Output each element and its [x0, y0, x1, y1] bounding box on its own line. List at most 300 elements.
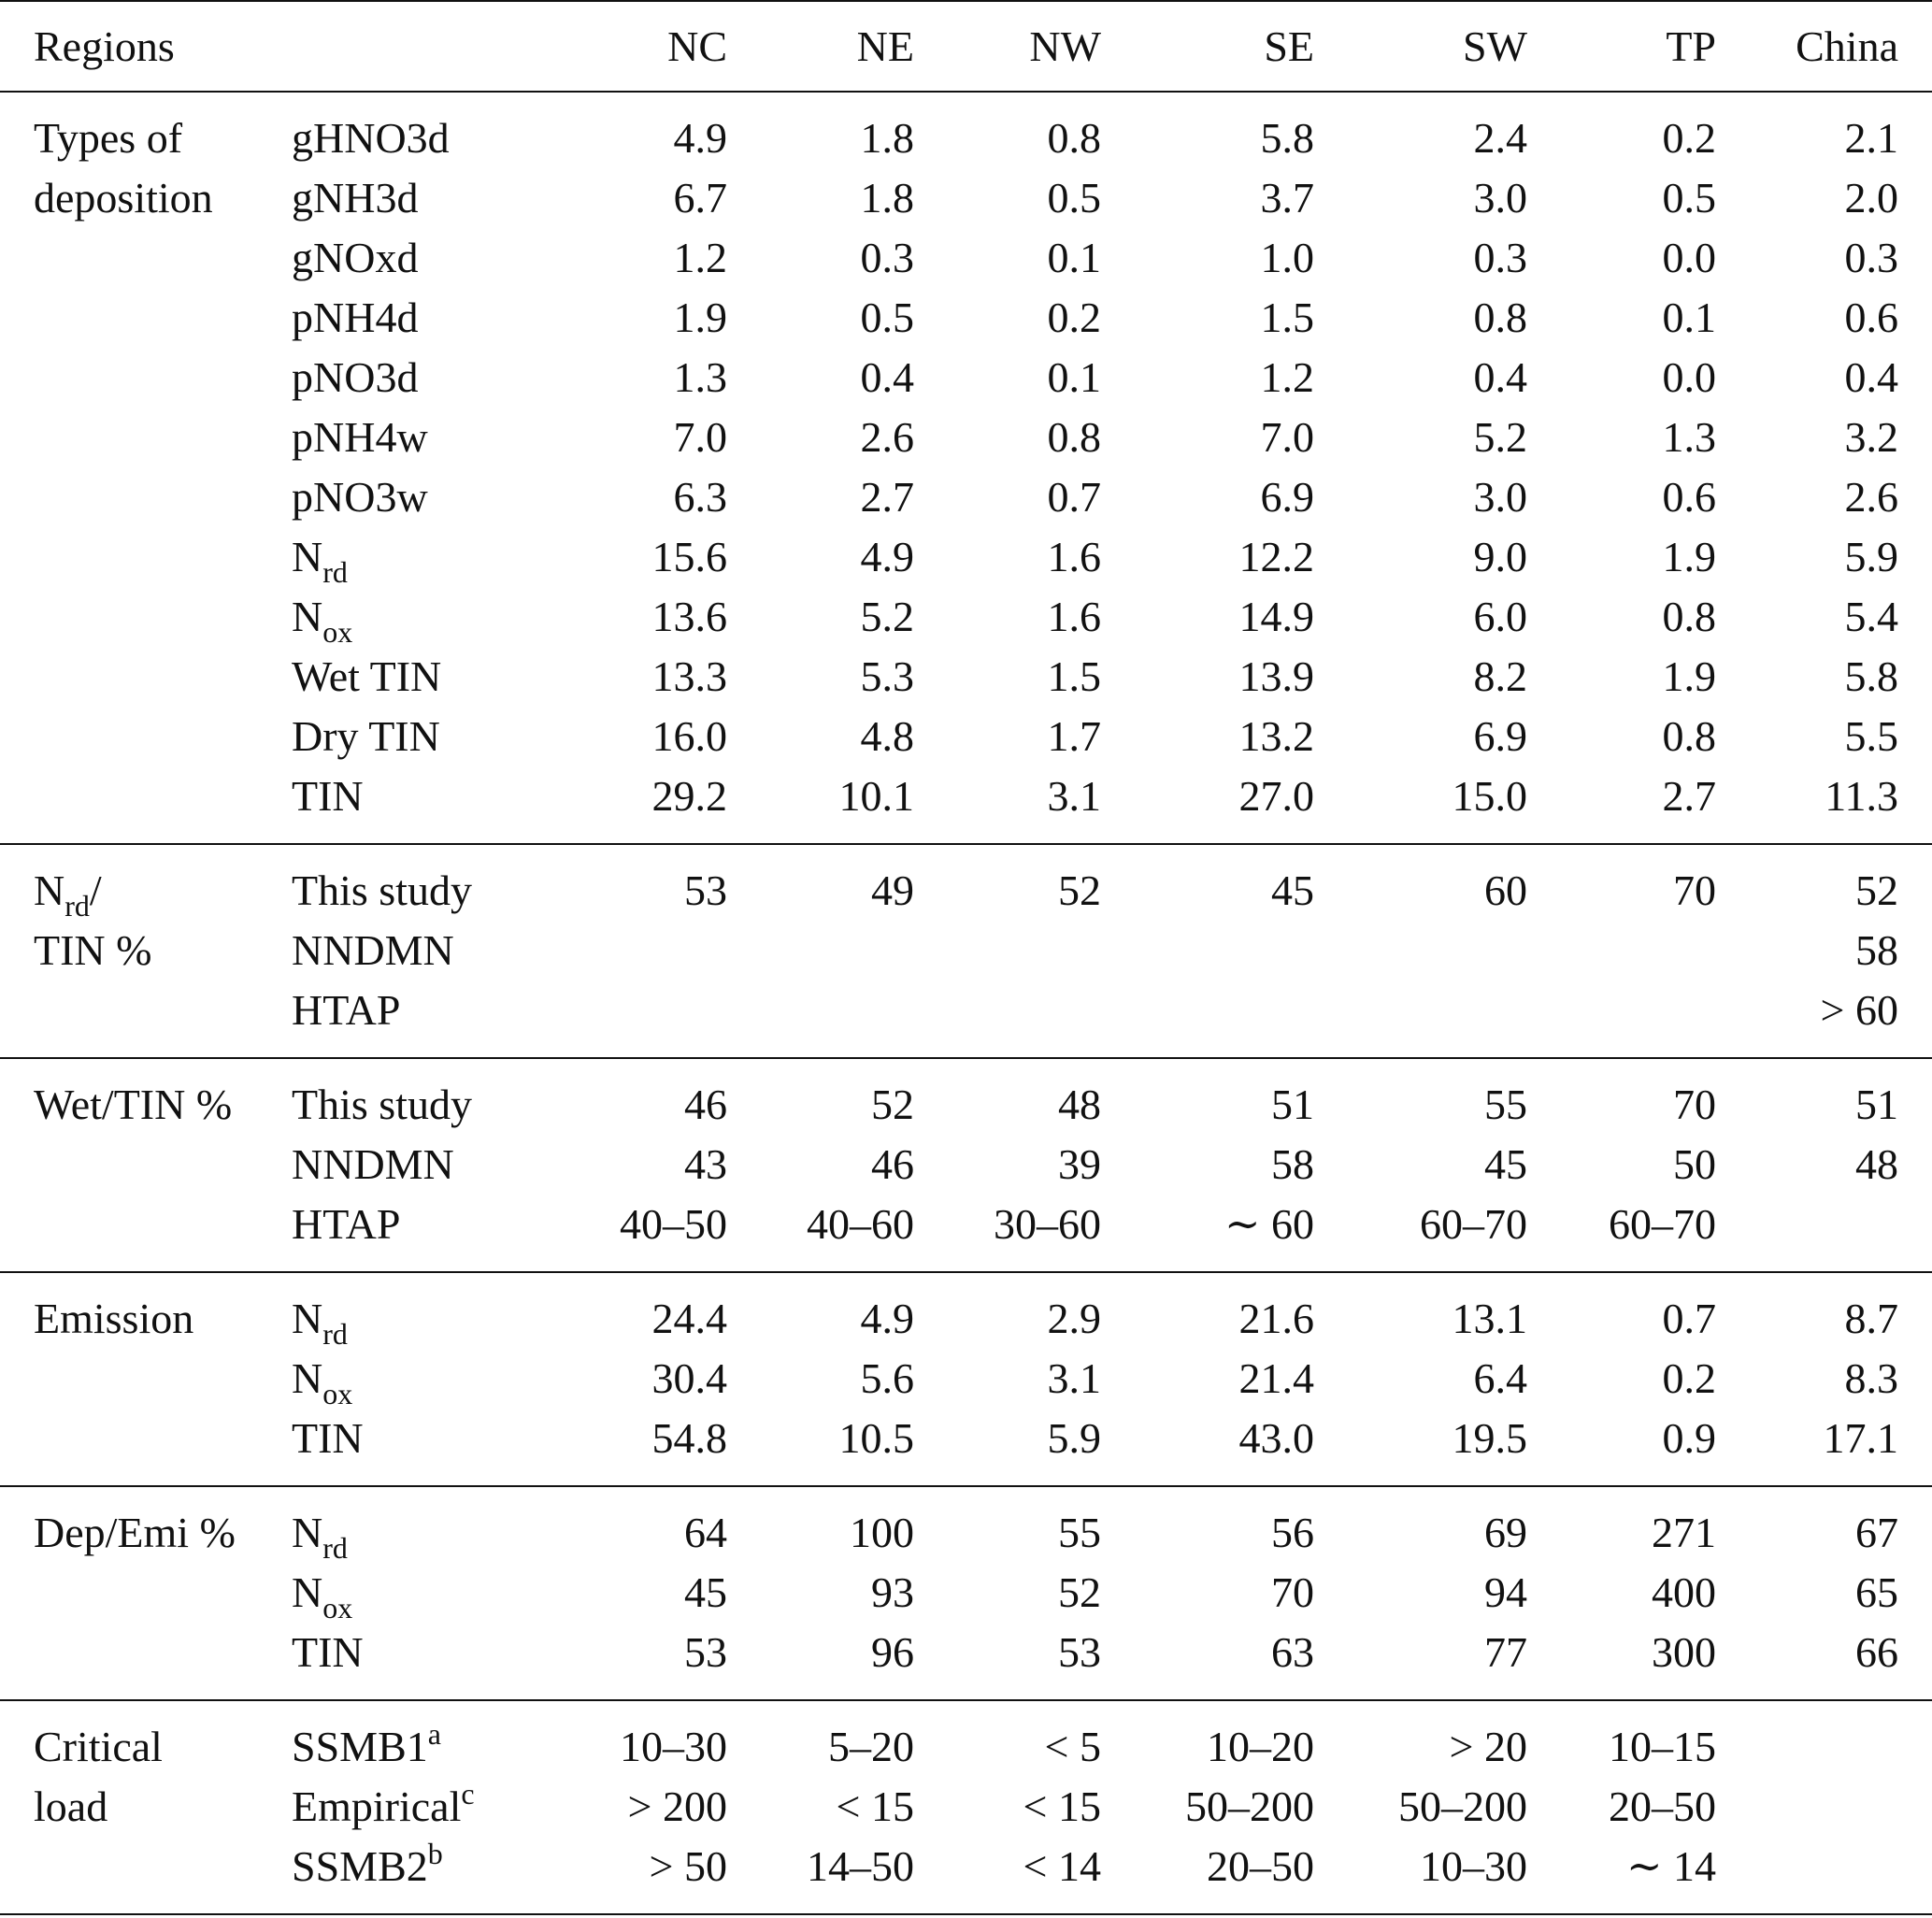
value-cell: 46 — [684, 1081, 727, 1128]
row-label-text: gNOxd — [292, 234, 419, 281]
value-cell: 65 — [1855, 1568, 1898, 1616]
section-label — [0, 527, 292, 587]
value-cell: 8.3 — [1844, 1354, 1898, 1402]
value-cell: 2.7 — [1662, 772, 1716, 820]
row-label-text: HTAP — [292, 1200, 401, 1248]
value-cell: 70 — [1673, 866, 1716, 914]
row-label-text: TIN — [292, 772, 364, 820]
value-cell: 1.6 — [1047, 593, 1101, 640]
value-cell: 11.3 — [1825, 772, 1898, 820]
section-label-tail: / — [89, 866, 102, 914]
header-region: TP — [1666, 22, 1716, 70]
row-label-text: This study — [292, 1081, 472, 1128]
table-row — [0, 1777, 1932, 1837]
row-label-text: N — [292, 533, 323, 580]
table-row — [0, 707, 1932, 766]
row-label — [292, 1777, 525, 1837]
section-label — [0, 1135, 292, 1195]
value-cell: 5.5 — [1844, 712, 1898, 760]
value-cell: 2.9 — [1047, 1295, 1101, 1342]
header-regions-label: Regions — [34, 22, 175, 70]
table-row — [0, 408, 1932, 467]
table-row — [0, 1349, 1932, 1409]
value-cell: 0.5 — [1662, 174, 1716, 222]
header-region: SE — [1264, 22, 1314, 70]
section-label — [0, 467, 292, 527]
value-cell: 5–20 — [828, 1723, 914, 1770]
value-cell: 15.0 — [1452, 772, 1527, 820]
value-cell: 0.7 — [1047, 473, 1101, 521]
table-row — [0, 168, 1932, 228]
value-cell: 0.8 — [1473, 293, 1527, 341]
value-cell: 0.2 — [1662, 114, 1716, 162]
value-cell: 53 — [684, 866, 727, 914]
row-label — [292, 1195, 525, 1272]
row-label-text: SSMB1 — [292, 1723, 428, 1770]
value-cell: 10–20 — [1207, 1723, 1314, 1770]
row-label — [292, 707, 525, 766]
row-label — [292, 1058, 525, 1135]
value-cell: 10.5 — [838, 1414, 914, 1462]
section-label — [0, 1623, 292, 1700]
table-row — [0, 1195, 1932, 1272]
value-cell: 6.0 — [1473, 593, 1527, 640]
section-label: Emission — [34, 1295, 194, 1342]
value-cell: 43.0 — [1238, 1414, 1314, 1462]
value-cell: 0.8 — [1662, 593, 1716, 640]
row-label-text: gHNO3d — [292, 114, 450, 162]
value-cell: 5.2 — [1473, 413, 1527, 461]
table-row — [0, 92, 1932, 168]
row-label-text: N — [292, 593, 323, 640]
value-cell: 5.8 — [1844, 652, 1898, 700]
value-cell: 21.6 — [1238, 1295, 1314, 1342]
value-cell: 60–70 — [1420, 1200, 1527, 1248]
value-cell: 2.6 — [1844, 473, 1898, 521]
row-label — [292, 1349, 525, 1409]
value-cell: 55 — [1058, 1509, 1101, 1556]
value-cell: 13.1 — [1452, 1295, 1527, 1342]
section-label: deposition — [34, 174, 213, 222]
value-cell: 10.1 — [838, 772, 914, 820]
row-label-text: NNDMN — [292, 1140, 454, 1188]
section-label — [0, 1837, 292, 1914]
value-cell: 0.6 — [1662, 473, 1716, 521]
value-cell: 3.1 — [1047, 772, 1101, 820]
header-region: SW — [1463, 22, 1527, 70]
value-cell: 100 — [850, 1509, 914, 1556]
row-label-text: This study — [292, 866, 472, 914]
value-cell: 0.4 — [1473, 353, 1527, 401]
value-cell: 0.5 — [860, 293, 914, 341]
value-cell: 10–30 — [620, 1723, 727, 1770]
value-cell: 1.8 — [860, 174, 914, 222]
value-cell: 7.0 — [673, 413, 727, 461]
value-cell: 12.2 — [1238, 533, 1314, 580]
value-cell: 29.2 — [651, 772, 727, 820]
value-cell — [1716, 1195, 1932, 1272]
header-region: China — [1796, 22, 1898, 70]
value-cell: 3.7 — [1260, 174, 1314, 222]
section-label — [0, 348, 292, 408]
value-cell: 52 — [871, 1081, 914, 1128]
footnote-marker: c — [461, 1777, 475, 1811]
value-cell: 13.2 — [1238, 712, 1314, 760]
row-label — [292, 408, 525, 467]
value-cell: 17.1 — [1823, 1414, 1898, 1462]
value-cell: 53 — [1058, 1628, 1101, 1676]
value-cell: 20–50 — [1609, 1782, 1716, 1830]
row-label — [292, 1135, 525, 1195]
value-cell: 66 — [1855, 1628, 1898, 1676]
value-cell — [525, 980, 727, 1058]
row-label — [292, 1700, 525, 1777]
value-cell: 0.7 — [1662, 1295, 1716, 1342]
section-label-text: N — [34, 866, 65, 914]
value-cell: 30–60 — [994, 1200, 1101, 1248]
value-cell: 60–70 — [1609, 1200, 1716, 1248]
section-label — [0, 1409, 292, 1486]
value-cell: 45 — [1484, 1140, 1527, 1188]
section-label — [0, 1195, 292, 1272]
table-row — [0, 1623, 1932, 1700]
value-cell: 4.9 — [860, 533, 914, 580]
row-label — [292, 1272, 525, 1349]
value-cell: 0.1 — [1047, 353, 1101, 401]
row-label-text: TIN — [292, 1414, 364, 1462]
value-cell: 96 — [871, 1628, 914, 1676]
row-label-text: Wet TIN — [292, 652, 442, 700]
row-label — [292, 228, 525, 288]
section-label — [0, 980, 292, 1058]
value-cell — [914, 980, 1101, 1058]
value-cell: 70 — [1271, 1568, 1314, 1616]
row-label-subscript: ox — [322, 615, 353, 649]
value-cell — [1314, 980, 1527, 1058]
value-cell: 6.3 — [673, 473, 727, 521]
value-cell: 52 — [1058, 866, 1101, 914]
value-cell: 51 — [1271, 1081, 1314, 1128]
row-label-subscript: rd — [322, 1531, 348, 1565]
value-cell — [1527, 921, 1716, 980]
table-row — [0, 527, 1932, 587]
value-cell: 21.4 — [1238, 1354, 1314, 1402]
table-row — [0, 1409, 1932, 1486]
value-cell: 0.4 — [860, 353, 914, 401]
table-row — [0, 1563, 1932, 1623]
row-label — [292, 844, 525, 921]
value-cell: 64 — [684, 1509, 727, 1556]
table-row — [0, 228, 1932, 288]
row-label — [292, 1409, 525, 1486]
value-cell: 40–50 — [620, 1200, 727, 1248]
value-cell: 13.9 — [1238, 652, 1314, 700]
value-cell: 0.8 — [1047, 413, 1101, 461]
value-cell: 0.9 — [1662, 1414, 1716, 1462]
value-cell — [727, 921, 914, 980]
row-label-text: pNO3w — [292, 473, 428, 521]
value-cell: > 50 — [649, 1842, 727, 1890]
value-cell: 5.8 — [1260, 114, 1314, 162]
value-cell: 2.4 — [1473, 114, 1527, 162]
section-label — [0, 587, 292, 647]
row-label-text: gNH3d — [292, 174, 419, 222]
row-label-text: N — [292, 1354, 323, 1402]
row-label-text: NNDMN — [292, 926, 454, 974]
value-cell: 3.1 — [1047, 1354, 1101, 1402]
row-label — [292, 288, 525, 348]
value-cell: ∼ 60 — [1224, 1200, 1314, 1248]
value-cell: 46 — [871, 1140, 914, 1188]
value-cell: 0.4 — [1844, 353, 1898, 401]
row-label-text: Dry TIN — [292, 712, 440, 760]
value-cell: 1.6 — [1047, 533, 1101, 580]
value-cell: 9.0 — [1473, 533, 1527, 580]
value-cell: 0.8 — [1662, 712, 1716, 760]
row-label-text: pNH4w — [292, 413, 428, 461]
value-cell: 27.0 — [1238, 772, 1314, 820]
value-cell: 70 — [1673, 1081, 1716, 1128]
value-cell: 5.9 — [1047, 1414, 1101, 1462]
value-cell: > 20 — [1449, 1723, 1527, 1770]
value-cell: > 200 — [627, 1782, 727, 1830]
value-cell: 94 — [1484, 1568, 1527, 1616]
value-cell: 58 — [1855, 926, 1898, 974]
value-cell: 1.9 — [673, 293, 727, 341]
section-label: Types of — [34, 114, 183, 162]
value-cell: 15.6 — [651, 533, 727, 580]
value-cell: 10–30 — [1420, 1842, 1527, 1890]
value-cell: 60 — [1484, 866, 1527, 914]
value-cell: 67 — [1855, 1509, 1898, 1556]
value-cell — [1101, 921, 1314, 980]
value-cell: 5.9 — [1844, 533, 1898, 580]
value-cell: 13.6 — [651, 593, 727, 640]
row-label — [292, 348, 525, 408]
table-section — [0, 92, 1932, 844]
value-cell: 8.2 — [1473, 652, 1527, 700]
header-region: NE — [856, 22, 914, 70]
header-region: NW — [1029, 22, 1101, 70]
value-cell: 52 — [1058, 1568, 1101, 1616]
value-cell: 6.9 — [1473, 712, 1527, 760]
value-cell: 0.0 — [1662, 234, 1716, 281]
value-cell: 56 — [1271, 1509, 1314, 1556]
value-cell — [1716, 1777, 1932, 1837]
table-row — [0, 1058, 1932, 1135]
row-label-text: pNH4d — [292, 293, 419, 341]
section-label — [0, 1349, 292, 1409]
value-cell — [1716, 1837, 1932, 1914]
value-cell: 63 — [1271, 1628, 1314, 1676]
value-cell: 20–50 — [1207, 1842, 1314, 1890]
row-label-subscript: rd — [322, 555, 348, 589]
value-cell: 45 — [684, 1568, 727, 1616]
value-cell — [914, 921, 1101, 980]
value-cell: 93 — [871, 1568, 914, 1616]
table-row — [0, 647, 1932, 707]
value-cell: 0.6 — [1844, 293, 1898, 341]
value-cell — [1314, 921, 1527, 980]
table-row — [0, 1486, 1932, 1563]
value-cell: 52 — [1855, 866, 1898, 914]
row-label-text: TIN — [292, 1628, 364, 1676]
value-cell: 50 — [1673, 1140, 1716, 1188]
table-row — [0, 980, 1932, 1058]
value-cell: 48 — [1855, 1140, 1898, 1188]
row-label-text: SSMB2 — [292, 1842, 428, 1890]
value-cell: 30.4 — [651, 1354, 727, 1402]
row-label — [292, 92, 525, 168]
value-cell: 77 — [1484, 1628, 1527, 1676]
section-label: Wet/TIN % — [34, 1081, 233, 1128]
row-label-text: N — [292, 1509, 323, 1556]
value-cell: 6.7 — [673, 174, 727, 222]
row-label — [292, 980, 525, 1058]
table-row — [0, 1272, 1932, 1349]
value-cell: 50–200 — [1398, 1782, 1527, 1830]
row-label-subscript: rd — [322, 1317, 348, 1351]
row-label-text: HTAP — [292, 986, 401, 1034]
value-cell: 1.5 — [1047, 652, 1101, 700]
value-cell: 0.1 — [1047, 234, 1101, 281]
value-cell: 7.0 — [1260, 413, 1314, 461]
table-row — [0, 844, 1932, 921]
value-cell: 3.0 — [1473, 174, 1527, 222]
value-cell: 69 — [1484, 1509, 1527, 1556]
row-label-text: pNO3d — [292, 353, 419, 401]
value-cell: 4.9 — [673, 114, 727, 162]
value-cell: 5.4 — [1844, 593, 1898, 640]
value-cell: 0.2 — [1047, 293, 1101, 341]
value-cell: 1.3 — [673, 353, 727, 401]
value-cell: 50–200 — [1185, 1782, 1314, 1830]
value-cell: 300 — [1652, 1628, 1716, 1676]
value-cell: 1.3 — [1662, 413, 1716, 461]
value-cell: 0.1 — [1662, 293, 1716, 341]
value-cell: 1.9 — [1662, 533, 1716, 580]
table-row — [0, 348, 1932, 408]
value-cell: 0.3 — [1473, 234, 1527, 281]
table-section — [0, 1486, 1932, 1700]
value-cell: 4.9 — [860, 1295, 914, 1342]
value-cell: 0.8 — [1047, 114, 1101, 162]
table-section — [0, 1058, 1932, 1272]
value-cell: 53 — [684, 1628, 727, 1676]
value-cell: 58 — [1271, 1140, 1314, 1188]
section-label — [0, 647, 292, 707]
section-label — [0, 228, 292, 288]
value-cell: 54.8 — [651, 1414, 727, 1462]
row-label — [292, 766, 525, 844]
value-cell: 0.0 — [1662, 353, 1716, 401]
table-row — [0, 1837, 1932, 1914]
value-cell: 39 — [1058, 1140, 1101, 1188]
row-label-subscript: ox — [322, 1591, 353, 1625]
value-cell: 0.3 — [860, 234, 914, 281]
section-label: load — [34, 1782, 108, 1830]
value-cell: 2.0 — [1844, 174, 1898, 222]
value-cell: 10–15 — [1609, 1723, 1716, 1770]
footnote-marker: a — [427, 1717, 441, 1751]
value-cell: < 15 — [836, 1782, 914, 1830]
section-label — [0, 844, 292, 921]
value-cell: 5.6 — [860, 1354, 914, 1402]
value-cell: 1.8 — [860, 114, 914, 162]
section-label — [0, 766, 292, 844]
value-cell: 19.5 — [1452, 1414, 1527, 1462]
table-row — [0, 766, 1932, 844]
value-cell: 43 — [684, 1140, 727, 1188]
value-cell — [1716, 1700, 1932, 1777]
row-label — [292, 1837, 525, 1914]
row-label-subscript: ox — [322, 1377, 353, 1410]
value-cell: 48 — [1058, 1081, 1101, 1128]
table-row — [0, 1700, 1932, 1777]
value-cell: < 5 — [1044, 1723, 1101, 1770]
row-label-text: Empirical — [292, 1782, 462, 1830]
row-label — [292, 647, 525, 707]
value-cell: 13.3 — [651, 652, 727, 700]
value-cell: 55 — [1484, 1081, 1527, 1128]
value-cell: 0.5 — [1047, 174, 1101, 222]
value-cell: 14–50 — [807, 1842, 914, 1890]
value-cell: < 14 — [1023, 1842, 1101, 1890]
table-row — [0, 467, 1932, 527]
value-cell: 45 — [1271, 866, 1314, 914]
value-cell: 3.0 — [1473, 473, 1527, 521]
section-label — [0, 288, 292, 348]
value-cell: 24.4 — [651, 1295, 727, 1342]
value-cell: ∼ 14 — [1625, 1842, 1716, 1890]
value-cell: > 60 — [1820, 986, 1898, 1034]
value-cell: < 15 — [1023, 1782, 1101, 1830]
value-cell — [727, 980, 914, 1058]
value-cell: 0.2 — [1662, 1354, 1716, 1402]
section-label — [0, 1563, 292, 1623]
value-cell — [1101, 980, 1314, 1058]
section-label — [0, 707, 292, 766]
section-label: Critical — [34, 1723, 163, 1770]
value-cell: 8.7 — [1844, 1295, 1898, 1342]
value-cell: 2.6 — [860, 413, 914, 461]
value-cell: 5.2 — [860, 593, 914, 640]
row-label — [292, 1623, 525, 1700]
value-cell: 0.3 — [1844, 234, 1898, 281]
value-cell: 400 — [1652, 1568, 1716, 1616]
row-label — [292, 921, 525, 980]
section-label: Dep/Emi % — [34, 1509, 236, 1556]
table-section — [0, 844, 1932, 1058]
value-cell: 40–60 — [807, 1200, 914, 1248]
header-row — [0, 1, 1932, 92]
value-cell: 49 — [871, 866, 914, 914]
value-cell: 6.4 — [1473, 1354, 1527, 1402]
row-label — [292, 527, 525, 587]
table-row — [0, 1135, 1932, 1195]
row-label-text: N — [292, 1568, 323, 1616]
value-cell: 271 — [1652, 1509, 1716, 1556]
value-cell: 1.9 — [1662, 652, 1716, 700]
table-section — [0, 1272, 1932, 1486]
value-cell: 5.3 — [860, 652, 914, 700]
row-label — [292, 587, 525, 647]
header-spacer — [292, 1, 525, 92]
value-cell: 1.2 — [673, 234, 727, 281]
row-label — [292, 1486, 525, 1563]
table-row — [0, 288, 1932, 348]
header-region: NC — [667, 22, 727, 70]
